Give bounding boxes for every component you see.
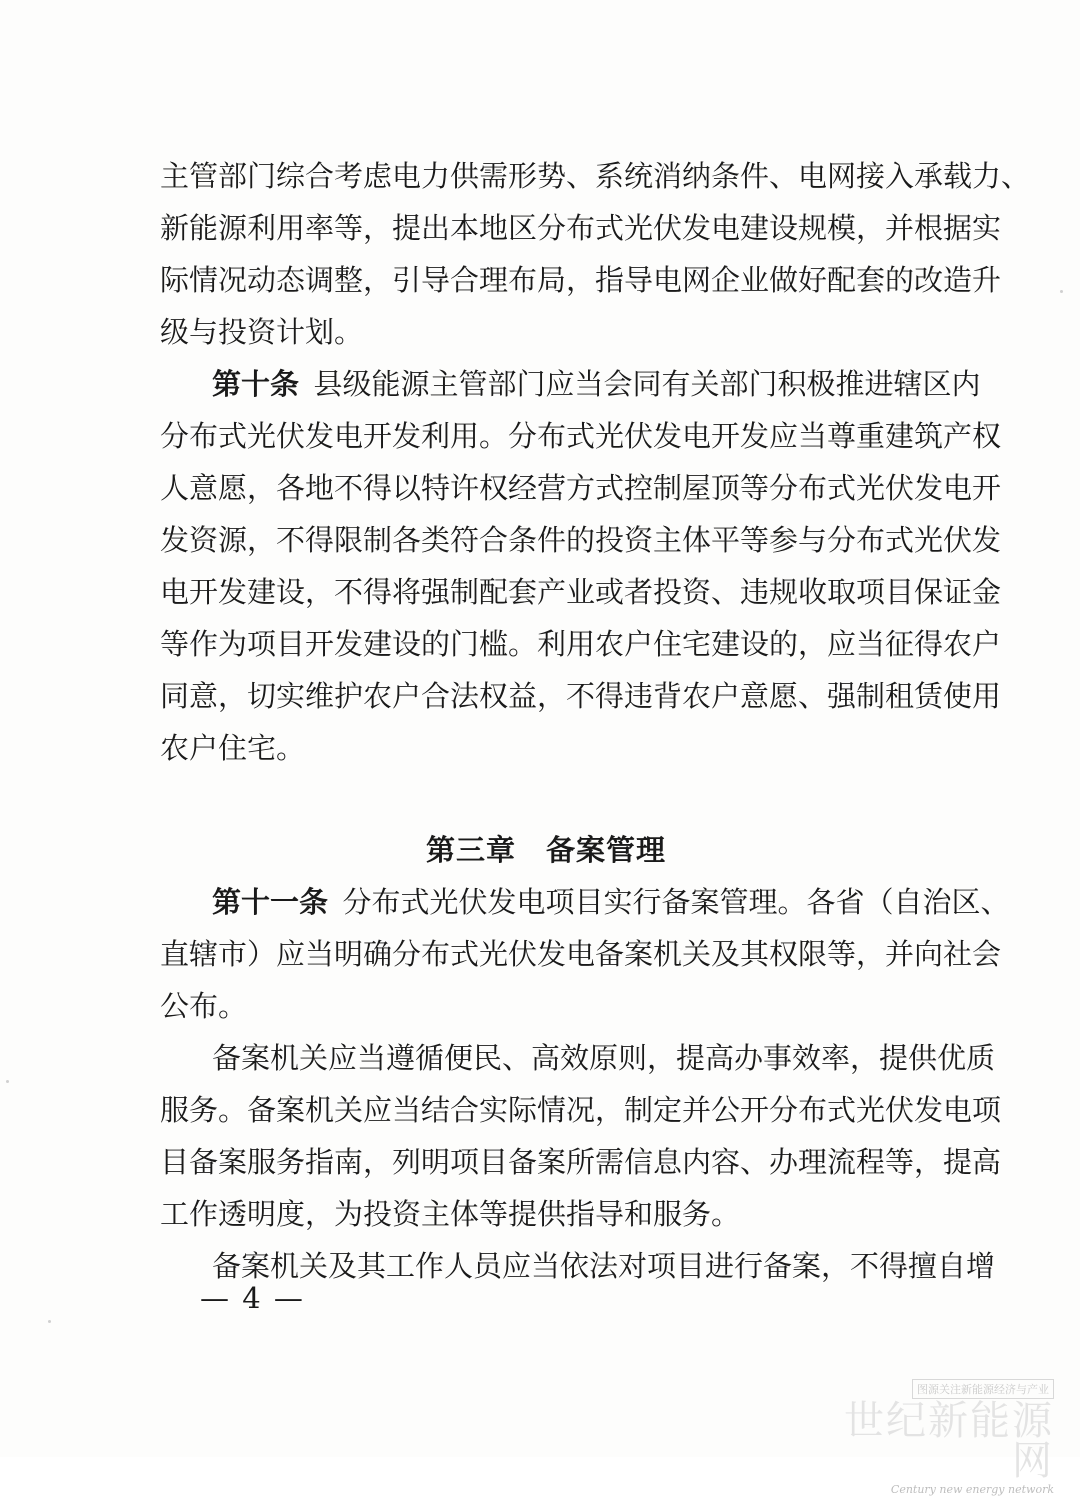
scan-speck [1060, 290, 1063, 293]
article-text: 分布式光伏发电项目实行备案管理。各省（自治区、 [342, 885, 1010, 919]
watermark [814, 1378, 1054, 1496]
paragraph-continued [160, 150, 1031, 358]
article-11 [160, 876, 1010, 1032]
text-line [160, 358, 981, 410]
paragraph-filing-office [160, 1032, 1002, 1240]
section-gap [160, 774, 932, 824]
article-label: 第十一条 [212, 885, 329, 919]
text-line: 等作为项目开发建设的门槛。利用农户住宅建设的，应当征得农户 [160, 627, 1002, 661]
document-body [160, 150, 1031, 1292]
text-line: 际情况动态调整，引导合理布局，指导电网企业做好配套的改造升 [160, 263, 1002, 297]
text-line: 农户住宅。 [160, 731, 306, 765]
scan-speck [48, 1320, 51, 1323]
text-line: 新能源利用率等，提出本地区分布式光伏发电建设规模，并根据实 [160, 211, 1002, 245]
article-10 [160, 358, 1002, 774]
article-label: 第十条 [212, 367, 300, 401]
watermark-logo: 世纪新能源网 [844, 1398, 1054, 1484]
text-line: 人意愿，各地不得以特许权经营方式控制屋顶等分布式光伏发电开 [160, 471, 1002, 505]
page-number: — 4 — [200, 1281, 305, 1315]
text-line: 备案机关应当遵循便民、高效原则，提高办事效率，提供优质 [212, 1041, 996, 1075]
scan-speck [6, 1080, 9, 1083]
text-line: 级与投资计划。 [160, 315, 364, 349]
text-line: 发资源，不得限制各类符合条件的投资主体平等参与分布式光伏发 [160, 523, 1002, 557]
text-line: 目备案服务指南，列明项目备案所需信息内容、办理流程等，提高 [160, 1145, 1002, 1179]
text-line: 电开发建设，不得将强制配套产业或者投资、违规收取项目保证金 [160, 575, 1002, 609]
article-text: 县级能源主管部门应当会同有关部门积极推进辖区内 [313, 367, 981, 401]
text-line: 备案机关及其工作人员应当依法对项目进行备案，不得擅自增 [212, 1249, 996, 1283]
watermark-subtitle: Century new energy network [890, 1483, 1054, 1496]
text-line: 服务。备案机关应当结合实际情况，制定并公开分布式光伏发电项 [160, 1093, 1002, 1127]
text-line: 公布。 [160, 989, 248, 1023]
text-line: 主管部门综合考虑电力供需形势、系统消纳条件、电网接入承载力、 [160, 159, 1031, 193]
watermark-caption: 图源关注新能源经济与产业 [912, 1379, 1054, 1399]
text-line: 分布式光伏发电开发利用。分布式光伏发电开发应当尊重建筑产权 [160, 419, 1002, 453]
text-line: 工作透明度，为投资主体等提供指导和服务。 [160, 1197, 741, 1231]
text-line [160, 876, 1010, 928]
chapter-heading: 第三章 备案管理 [425, 833, 666, 867]
text-line: 同意，切实维护农户合法权益，不得违背农户意愿、强制租赁使用 [160, 679, 1002, 713]
text-line: 直辖市）应当明确分布式光伏发电备案机关及其权限等，并向社会 [160, 937, 1002, 971]
